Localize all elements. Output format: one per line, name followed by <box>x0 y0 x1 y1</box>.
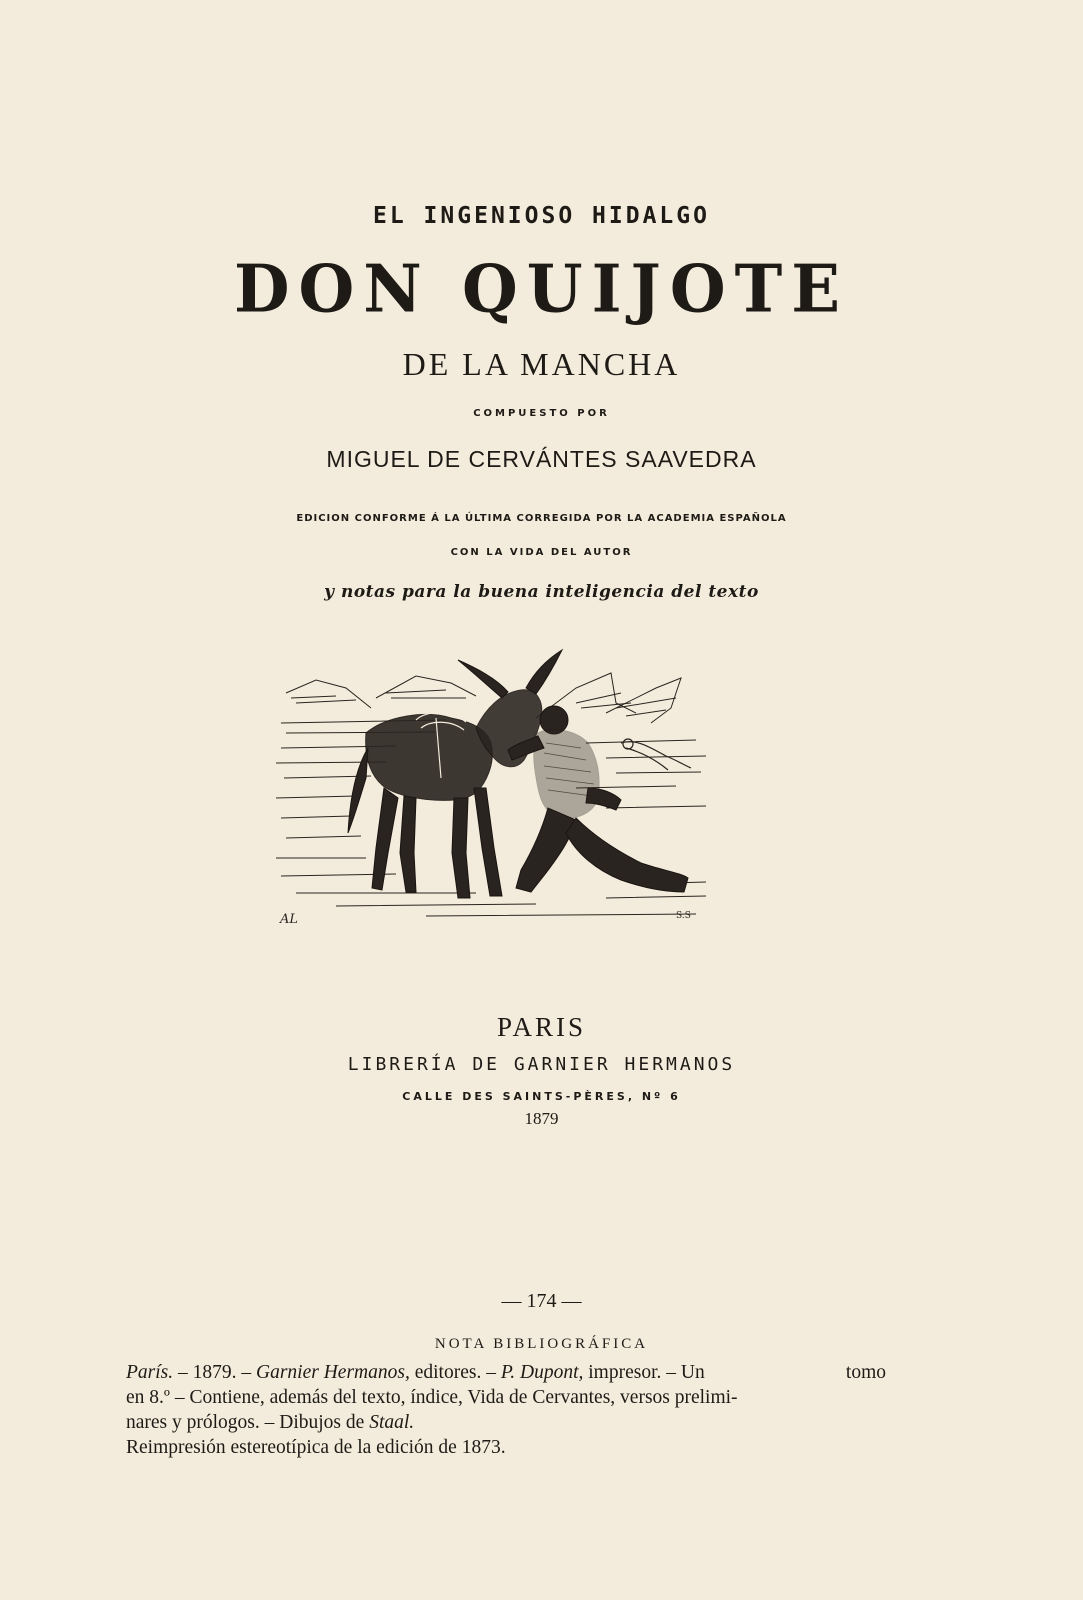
note-editores: editores. – <box>409 1362 501 1383</box>
author-name: MIGUEL DE CERVÁNTES SAAVEDRA <box>326 446 757 472</box>
note-city: París. <box>126 1362 174 1383</box>
bibliographic-note <box>126 1360 886 1460</box>
note-heading: NOTA BIBLIOGRÁFICA <box>434 1336 649 1352</box>
note-year: – 1879. – <box>173 1362 257 1383</box>
note-printer: P. Dupont, <box>500 1362 584 1383</box>
book-title: DON QUIJOTE <box>234 251 849 328</box>
engraving-sancho-embracing-donkey <box>276 648 716 948</box>
note-line-4: Reimpresión estereotípica de la edición de 1873. <box>126 1437 506 1458</box>
note-line-3 <box>126 1410 886 1435</box>
page-number: — 174 — <box>501 1290 582 1312</box>
illustration-signature-left: AL <box>280 912 299 927</box>
note-line-1 <box>126 1360 886 1385</box>
note-impresor: impresor. – Un <box>583 1362 705 1383</box>
edition-note: EDICION CONFORME Á LA ÚLTIMA CORREGIDA POR LA ACADEMIA ESPAÑOLA <box>296 513 787 524</box>
life-of-author-note: CON LA VIDA DEL AUTOR <box>450 547 633 558</box>
subtitle-ingenioso: EL INGENIOSO HIDALGO <box>373 203 710 229</box>
note-line-2: en 8.º – Contiene, además del texto, índice, Vida de Cervantes, versos prelimi- <box>126 1387 738 1408</box>
composed-by-label: COMPUESTO POR <box>473 408 610 419</box>
note-publisher: Garnier Hermanos, <box>256 1362 410 1383</box>
notes-line: y notas para la buena inteligencia del texto <box>324 582 759 602</box>
note-tomo: tomo <box>845 1362 886 1383</box>
publisher-address: CALLE DES SAINTS-PÈRES, Nº 6 <box>402 1090 681 1103</box>
publication-year: 1879 <box>524 1109 559 1128</box>
illustration-signature-right: S.S <box>676 911 691 921</box>
publisher: LIBRERÍA DE GARNIER HERMANOS <box>347 1054 736 1075</box>
city: PARIS <box>496 1012 587 1042</box>
note-illustrator: Staal. <box>369 1412 415 1433</box>
note-line-3-text: nares y prólogos. – Dibujos de <box>126 1412 370 1433</box>
title-de-la-mancha: DE LA MANCHA <box>402 346 681 382</box>
